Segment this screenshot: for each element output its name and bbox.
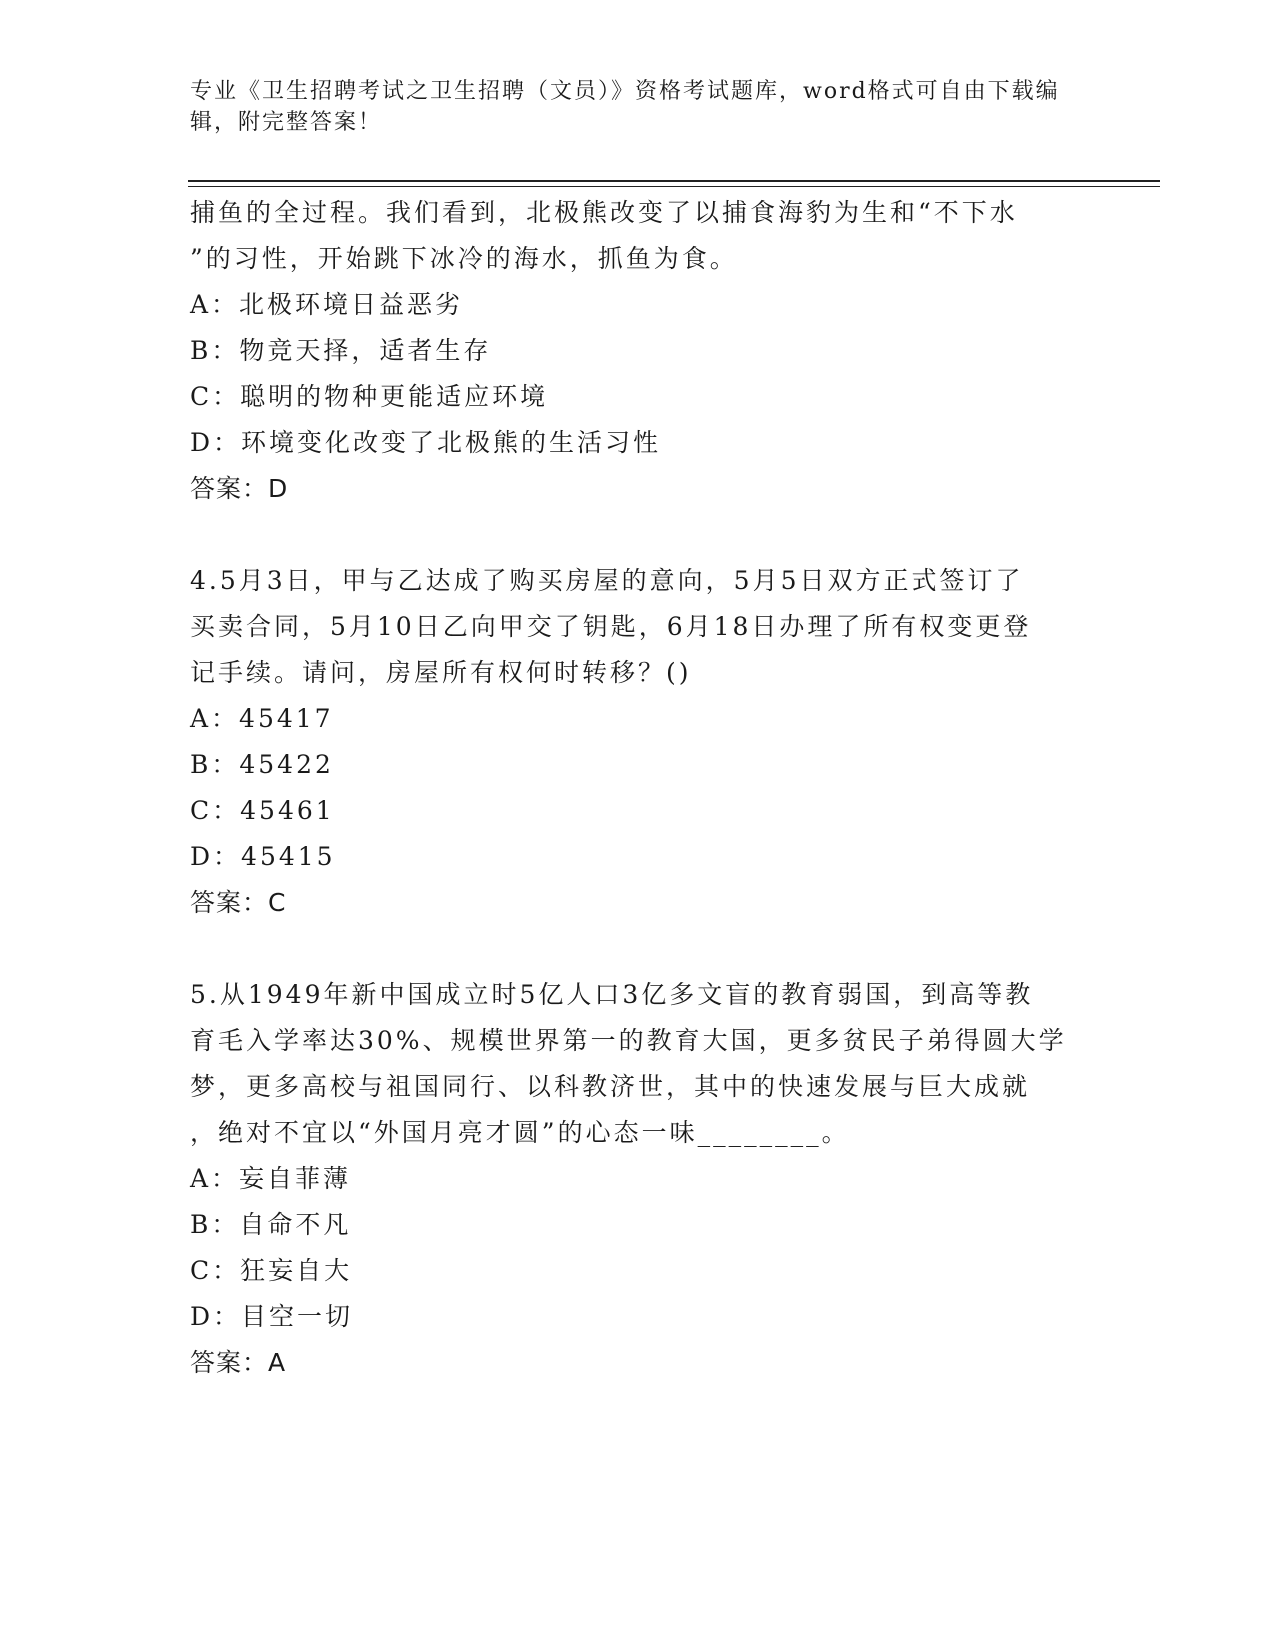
option-b: B：物竞天择，适者生存: [190, 336, 492, 365]
question-text-line: 4.5月3日，甲与乙达成了购买房屋的意向，5月5日双方正式签订了: [190, 566, 1024, 595]
question-text-line: 5.从1949年新中国成立时5亿人口3亿多文盲的教育弱国，到高等教: [190, 980, 1034, 1009]
option-b: B：自命不凡: [190, 1210, 352, 1239]
option-a: A：45417: [190, 704, 334, 733]
question-text-line: 记手续。请问，房屋所有权何时转移？(): [190, 658, 692, 687]
answer-line: 答案：D: [190, 474, 289, 503]
header-rule: [188, 180, 1160, 182]
document-header: 专业《卫生招聘考试之卫生招聘（文员）》资格考试题库，word格式可自由下载编辑，附完整答案！: [190, 79, 1060, 135]
option-c: C：狂妄自大: [190, 1256, 353, 1285]
option-d: D：目空一切: [190, 1302, 354, 1331]
question-5: [190, 972, 1090, 1386]
header-rule-thin: [188, 186, 1160, 187]
option-a: A：北极环境日益恶劣: [190, 290, 464, 319]
spacer: [190, 926, 1090, 972]
question-text-line: 梦，更多高校与祖国同行、以科教济世，其中的快速发展与巨大成就: [190, 1072, 1031, 1101]
question-text-line: 买卖合同，5月10日乙向甲交了钥匙，6月18日办理了所有权变更登: [190, 612, 1032, 641]
option-c: C：45461: [190, 796, 335, 825]
option-d: D：环境变化改变了北极熊的生活习性: [190, 428, 662, 457]
answer-line: 答案：C: [190, 888, 287, 917]
answer-line: 答案：A: [190, 1348, 287, 1377]
question-text-line: 捕鱼的全过程。我们看到，北极熊改变了以捕食海豹为生和“不下水: [190, 198, 1018, 227]
question-4: [190, 558, 1090, 926]
option-c: C：聪明的物种更能适应环境: [190, 382, 549, 411]
spacer: [190, 512, 1090, 558]
option-d: D：45415: [190, 842, 336, 871]
option-b: B：45422: [190, 750, 334, 779]
question-text-line: ”的习性，开始跳下冰冷的海水，抓鱼为食。: [190, 244, 738, 273]
option-a: A：妄自菲薄: [190, 1164, 352, 1193]
question-3: [190, 190, 1090, 512]
question-text-line: 育毛入学率达30%、规模世界第一的教育大国，更多贫民子弟得圆大学: [190, 1026, 1067, 1055]
question-text-line: ，绝对不宜以“外国月亮才圆”的心态一味________。: [190, 1118, 850, 1147]
question-list: [190, 190, 1090, 1386]
